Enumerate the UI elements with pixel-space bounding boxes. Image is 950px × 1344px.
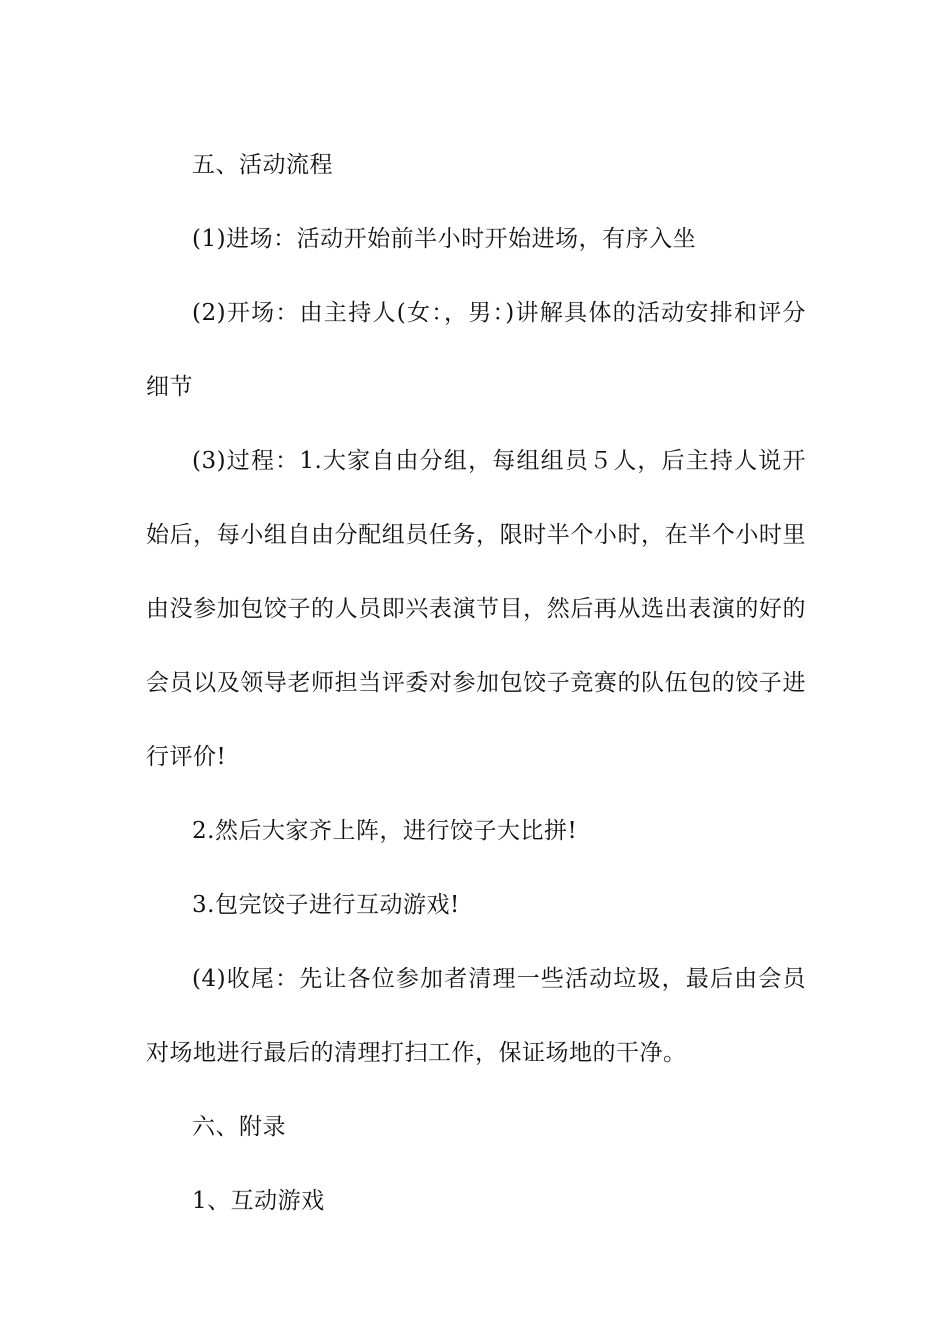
appendix-item-1: 1、互动游戏 [192,1188,325,1214]
document-body [146,128,806,1238]
paragraph-opening: (2)开场：由主持人(女：，男：)讲解具体的活动安排和评分细节 [146,300,806,400]
paragraph-process: (3)过程：1.大家自由分组，每组组员５人，后主持人说开始后，每小组自由分配组员任务，限时半个小时，在半个小时里由没参加包饺子的人员即兴表演节目，然后再从选出表演的好的会员以及领导老师担当评委对参加包饺子竞赛的队伍包的饺子进行评价! [146,448,806,770]
paragraph-process-step-3: 3.包完饺子进行互动游戏! [192,892,460,918]
paragraph-closing: (4)收尾：先让各位参加者清理一些活动垃圾，最后由会员对场地进行最后的清理打扫工作，保证场地的干净。 [146,966,806,1066]
section-heading-six: 六、附录 [192,1114,286,1140]
paragraph-entrance: (1)进场：活动开始前半小时开始进场，有序入坐 [192,226,697,252]
section-heading-five: 五、活动流程 [192,152,333,178]
paragraph-process-step-2: 2.然后大家齐上阵，进行饺子大比拼! [192,818,578,844]
